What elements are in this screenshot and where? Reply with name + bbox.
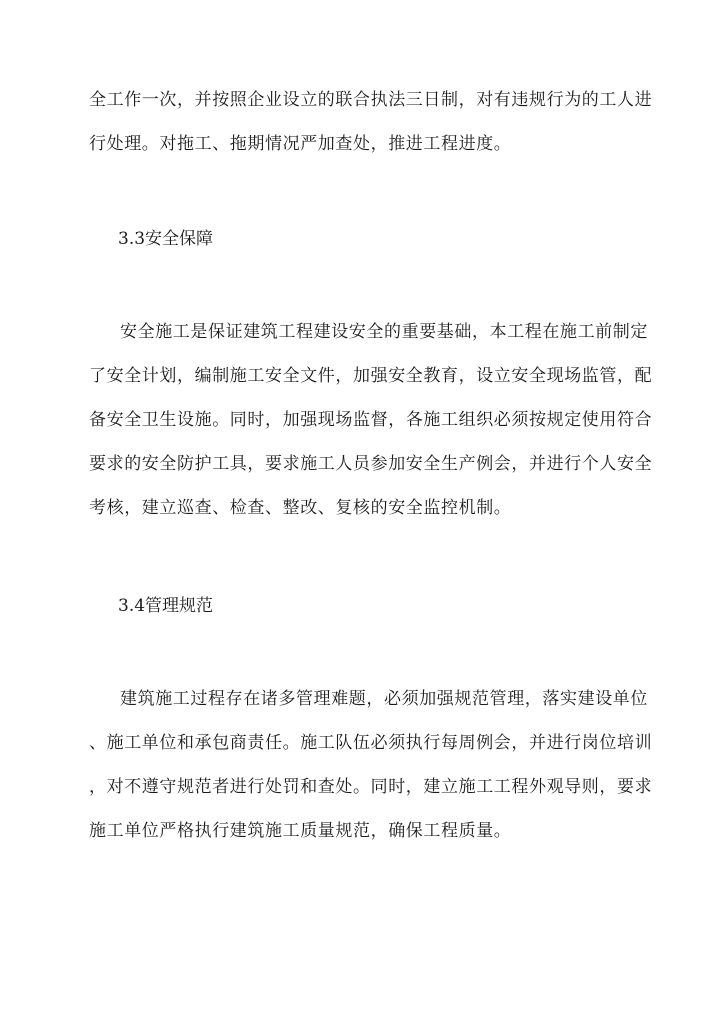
section-3-3-line-3: 备安全卫生设施。同时，加强现场监督，各施工组织必须按规定使用符合 xyxy=(89,410,653,430)
paragraph-1-line-1: 全工作一次，并按照企业设立的联合执法三日制，对有违规行为的工人进 xyxy=(89,90,653,110)
section-3-3-line-4: 要求的安全防护工具，要求施工人员参加安全生产例会，并进行个人安全 xyxy=(89,454,653,474)
section-3-3-line-1: 安全施工是保证建筑工程建设安全的重要基础，本工程在施工前制定 xyxy=(120,322,648,342)
paragraph-1-line-2: 行处理。对拖工、拖期情况严加查处，推进工程进度。 xyxy=(89,134,512,154)
section-3-3-line-5: 考核，建立巡查、检查、整改、复核的安全监控机制。 xyxy=(89,498,512,518)
section-3-4-line-2: 、施工单位和承包商责任。施工队伍必须执行每周例会，并进行岗位培训 xyxy=(89,733,653,753)
section-3-4-line-3: ，对不遵守规范者进行处罚和查处。同时，建立施工工程外观导则，要求 xyxy=(89,777,653,797)
section-3-3-line-2: 了安全计划，编制施工安全文件，加强安全教育，设立安全现场监管，配 xyxy=(89,366,653,386)
section-3-4-line-4: 施工单位严格执行建筑施工质量规范，确保工程质量。 xyxy=(89,821,512,841)
section-3-3-heading: 3.3安全保障 xyxy=(118,229,214,249)
section-3-4-line-1: 建筑施工过程存在诸多管理难题，必须加强规范管理，落实建设单位 xyxy=(120,689,648,709)
section-3-4-heading: 3.4管理规范 xyxy=(118,596,214,616)
